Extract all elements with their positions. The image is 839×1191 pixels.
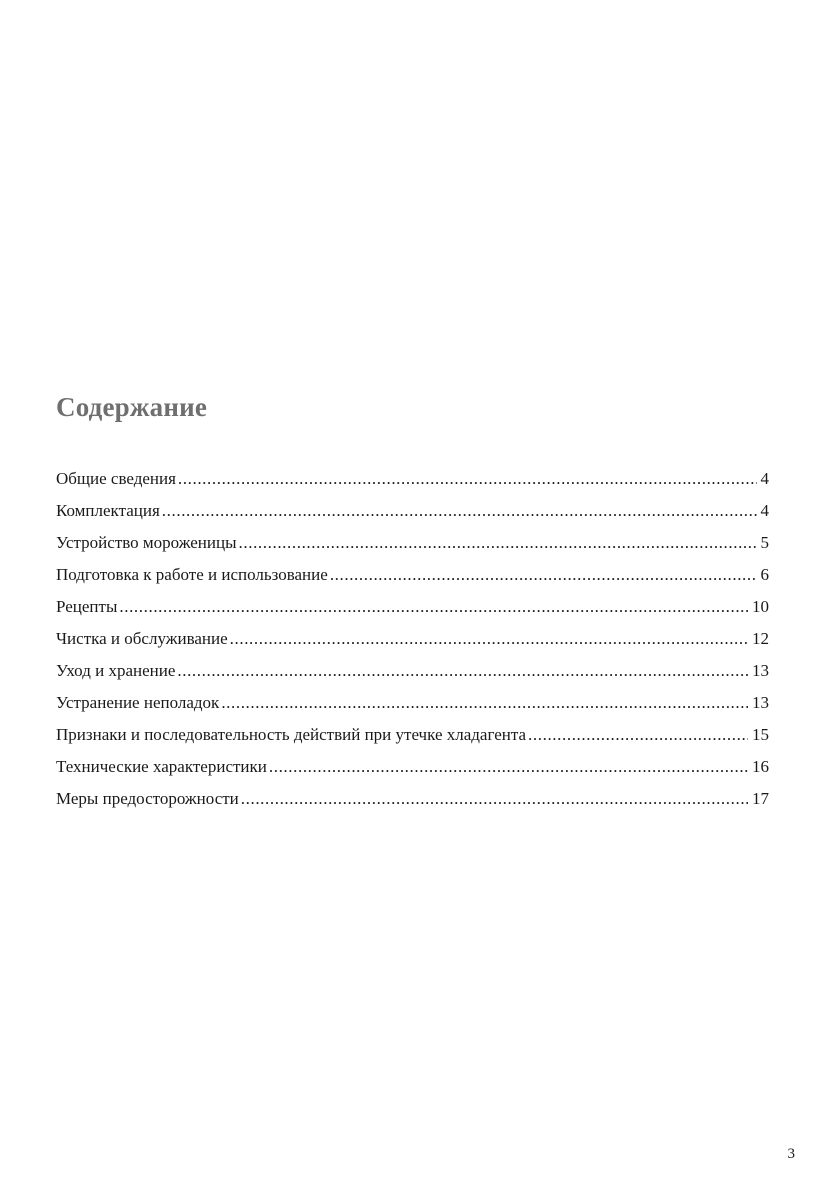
toc-entry-preparation-use[interactable] — [56, 559, 769, 591]
toc-entry-general-info[interactable] — [56, 463, 769, 495]
toc-entry-package-contents[interactable] — [56, 495, 769, 527]
toc-dot-leader — [119, 591, 748, 623]
toc-entry-label: Подготовка к работе и использование — [56, 565, 328, 584]
toc-entry-page: 10 — [752, 597, 769, 616]
toc-entry-label: Комплектация — [56, 501, 160, 520]
toc-dot-leader — [269, 751, 748, 783]
table-of-contents — [56, 463, 769, 815]
toc-entry-label: Устройство мороженицы — [56, 533, 237, 552]
toc-dot-leader — [330, 559, 757, 591]
toc-entry-page: 16 — [752, 757, 769, 776]
toc-dot-leader — [162, 495, 757, 527]
page-number: 3 — [787, 1146, 795, 1162]
toc-entry-page: 5 — [760, 533, 769, 552]
toc-entry-device-layout[interactable] — [56, 527, 769, 559]
toc-entry-page: 13 — [752, 693, 769, 712]
toc-entry-specifications[interactable] — [56, 751, 769, 783]
toc-entry-page: 13 — [752, 661, 769, 680]
toc-entry-label: Технические характеристики — [56, 757, 267, 776]
toc-entry-safety[interactable] — [56, 783, 769, 815]
toc-entry-troubleshooting[interactable] — [56, 687, 769, 719]
toc-entry-recipes[interactable] — [56, 591, 769, 623]
toc-dot-leader — [178, 463, 757, 495]
toc-entry-page: 15 — [752, 725, 769, 744]
toc-dot-leader — [241, 783, 748, 815]
toc-entry-page: 6 — [760, 565, 769, 584]
toc-entry-page: 12 — [752, 629, 769, 648]
toc-dot-leader — [230, 623, 748, 655]
page-title: Содержание — [56, 392, 208, 422]
toc-entry-label: Чистка и обслуживание — [56, 629, 228, 648]
toc-dot-leader — [528, 719, 748, 751]
toc-entry-label: Рецепты — [56, 597, 118, 616]
toc-dot-leader — [239, 527, 757, 559]
toc-entry-label: Устранение неполадок — [56, 693, 220, 712]
toc-dot-leader — [221, 687, 748, 719]
toc-entry-page: 17 — [752, 789, 769, 808]
toc-entry-cleaning-maintenance[interactable] — [56, 623, 769, 655]
toc-entry-label: Уход и хранение — [56, 661, 176, 680]
toc-entry-care-storage[interactable] — [56, 655, 769, 687]
toc-entry-refrigerant-leak[interactable] — [56, 719, 769, 751]
toc-entry-label: Меры предосторожности — [56, 789, 239, 808]
toc-dot-leader — [177, 655, 748, 687]
toc-entry-label: Признаки и последовательность действий при утечке хладагента — [56, 725, 527, 744]
toc-entry-label: Общие сведения — [56, 469, 176, 488]
toc-entry-page: 4 — [760, 469, 769, 488]
toc-entry-page: 4 — [760, 501, 769, 520]
